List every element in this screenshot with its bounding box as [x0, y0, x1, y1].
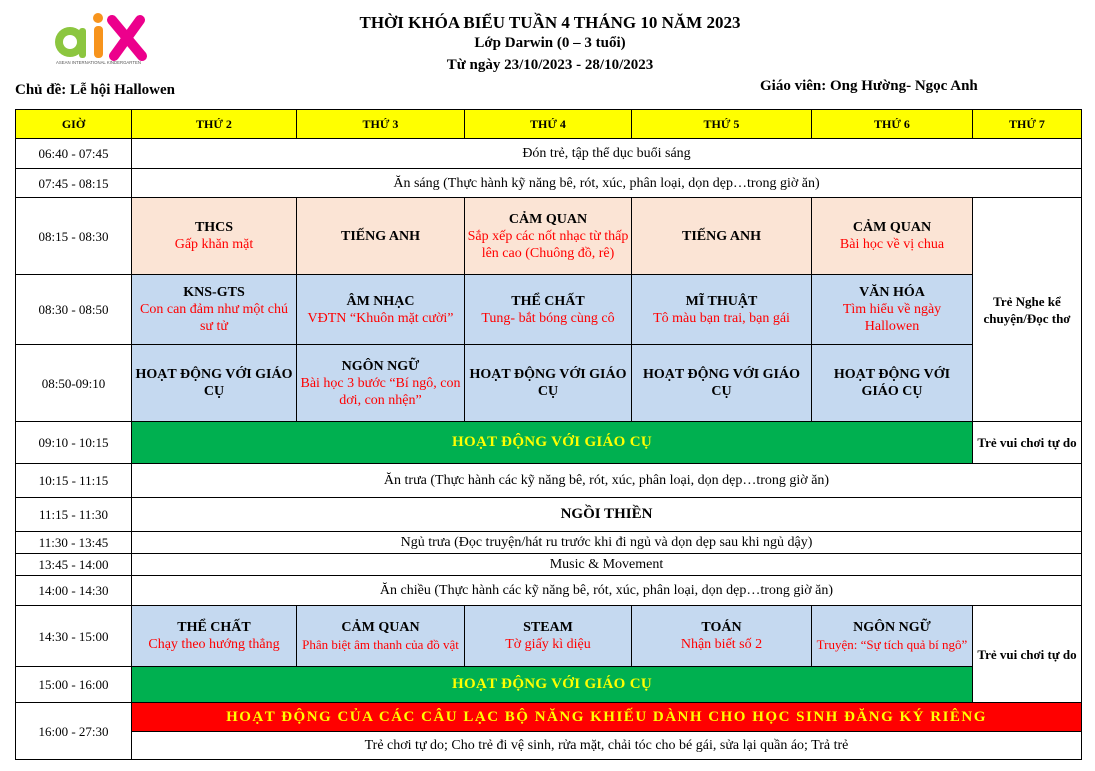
lesson-title: CẢM QUAN [852, 220, 932, 235]
table-row [16, 198, 1082, 275]
lesson-detail: Tìm hiểu về ngày Hallowen [842, 302, 942, 334]
lesson-cell [632, 275, 812, 345]
time-cell: 07:45 - 08:15 [16, 169, 132, 198]
table-row [16, 576, 1082, 606]
lesson-title: CẢM QUAN [508, 211, 588, 227]
lesson-detail: VĐTN “Khuôn mặt cười” [307, 310, 454, 326]
lesson-title: HOẠT ĐỘNG VỚI GIÁO CỤ [469, 367, 627, 399]
lesson-title: TIẾNG ANH [682, 228, 761, 244]
col-wed: THỨ 4 [465, 110, 632, 139]
col-mon: THỨ 2 [132, 110, 297, 139]
lesson-title: ÂM NHẠC [346, 293, 415, 309]
class-line: Lớp Darwin (0 – 3 tuổi) [474, 35, 626, 51]
activity-cell: Ăn trưa (Thực hành các kỹ năng bê, rót, xúc, phân loại, dọn dẹp…trong giờ ăn) [132, 464, 1082, 498]
table-row [16, 732, 1082, 760]
lesson-title: THỂ CHẤT [177, 620, 251, 635]
lesson-cell [297, 275, 465, 345]
activity-cell: NGỒI THIỀN [132, 498, 1082, 532]
lesson-cell [812, 198, 973, 275]
teacher-label: Giáo viên: Ong Hường- Ngọc Anh [760, 78, 978, 94]
lesson-cell [465, 275, 632, 345]
lesson-cell [632, 606, 812, 667]
lesson-title: STEAM [523, 620, 573, 635]
lesson-cell [632, 345, 812, 422]
lesson-title: CẢM QUAN [341, 620, 420, 635]
lesson-title: HOẠT ĐỘNG VỚI GIÁO CỤ [135, 367, 293, 399]
time-cell: 16:00 - 27:30 [16, 703, 132, 760]
lesson-detail: Sắp xếp các nốt nhạc từ thấp lên cao (Chuông đồ, rê) [467, 228, 629, 261]
logo-tagline: ASEAN INTERNATIONAL KINDERGARTEN [56, 60, 141, 65]
lesson-detail: Chạy theo hướng thẳng [148, 637, 280, 652]
montessori-block: HOẠT ĐỘNG VỚI GIÁO CỤ [132, 667, 973, 703]
school-logo [50, 8, 150, 66]
lesson-cell [632, 198, 812, 275]
table-row [16, 464, 1082, 498]
activity-cell: Ăn chiều (Thực hành các kỹ năng bê, rót, xúc, phân loại, dọn dẹp…trong giờ ăn) [132, 576, 1082, 606]
saturday-free-play: Trẻ vui chơi tự do [973, 422, 1082, 464]
time-cell: 10:15 - 11:15 [16, 464, 132, 498]
lesson-cell [465, 606, 632, 667]
activity-cell: Trẻ chơi tự do; Cho trẻ đi vệ sinh, rửa mặt, chải tóc cho bé gái, sửa lại quần áo; Trả trẻ [132, 732, 1082, 760]
lesson-title: THỂ CHẤT [511, 293, 585, 309]
lesson-title: TIẾNG ANH [341, 228, 420, 244]
lesson-detail: Phân biệt âm thanh của đồ vật [302, 637, 459, 652]
time-cell: 14:00 - 14:30 [16, 576, 132, 606]
table-row [16, 345, 1082, 422]
lesson-cell [812, 606, 973, 667]
lesson-title: HOẠT ĐỘNG VỚI GIÁO CỤ [833, 367, 951, 399]
header-row [16, 110, 1082, 139]
activity-cell: Đón trẻ, tập thể dục buổi sáng [132, 139, 1082, 169]
lesson-detail: Tô màu bạn trai, bạn gái [653, 310, 790, 326]
lesson-cell [132, 606, 297, 667]
lesson-detail: Nhận biết số 2 [680, 637, 763, 652]
saturday-morning-cell: Trẻ Nghe kể chuyện/Đọc thơ [973, 198, 1082, 422]
col-time: GIỜ [16, 110, 132, 139]
montessori-block: HOẠT ĐỘNG VỚI GIÁO CỤ [132, 422, 973, 464]
date-range: Từ ngày 23/10/2023 - 28/10/2023 [446, 57, 654, 73]
table-row [16, 139, 1082, 169]
lesson-cell [465, 345, 632, 422]
lesson-cell [297, 345, 465, 422]
table-row [16, 703, 1082, 732]
lesson-detail: Tờ giấy kì diệu [505, 637, 591, 652]
lesson-cell [465, 198, 632, 275]
lesson-cell [297, 606, 465, 667]
lesson-cell [812, 345, 973, 422]
time-cell: 06:40 - 07:45 [16, 139, 132, 169]
table-row [16, 606, 1082, 667]
schedule-title: THỜI KHÓA BIỂU TUẦN 4 THÁNG 10 NĂM 2023 [359, 13, 741, 32]
time-cell: 14:30 - 15:00 [16, 606, 132, 667]
col-tue: THỨ 3 [297, 110, 465, 139]
activity-cell: Ăn sáng (Thực hành kỹ năng bê, rót, xúc, phân loại, dọn dẹp…trong giờ ăn) [132, 169, 1082, 198]
timetable [15, 109, 1082, 760]
table-row [16, 532, 1082, 554]
club-activities-banner: HOẠT ĐỘNG CỦA CÁC CÂU LẠC BỘ NĂNG KHIẾU DÀNH CHO HỌC SINH ĐĂNG KÝ RIÊNG [132, 703, 1082, 732]
lesson-title: NGÔN NGỮ [341, 358, 420, 374]
time-cell: 08:30 - 08:50 [16, 275, 132, 345]
lesson-detail: Truyện: “Sự tích quả bí ngô” [816, 637, 968, 652]
topic-label: Chủ đề: Lễ hội Hallowen [15, 82, 176, 98]
lesson-detail: Tung- bắt bóng cùng cô [481, 310, 615, 326]
table-row [16, 498, 1082, 532]
table-row [16, 667, 1082, 703]
lesson-cell [297, 198, 465, 275]
col-sat: THỨ 7 [973, 110, 1082, 139]
lesson-title: THCS [194, 220, 234, 235]
lesson-detail: Gấp khăn mặt [174, 237, 254, 252]
time-cell: 11:30 - 13:45 [16, 532, 132, 554]
table-row [16, 275, 1082, 345]
saturday-afternoon-cell: Trẻ vui chơi tự do [973, 606, 1082, 703]
lesson-detail: Bài học 3 bước “Bí ngô, con dơi, con nhện” [300, 375, 461, 408]
time-cell: 13:45 - 14:00 [16, 554, 132, 576]
time-cell: 15:00 - 16:00 [16, 667, 132, 703]
col-thu: THỨ 5 [632, 110, 812, 139]
lesson-cell [132, 198, 297, 275]
lesson-title: KNS-GTS [183, 285, 245, 300]
table-row [16, 554, 1082, 576]
activity-cell: Ngủ trưa (Đọc truyện/hát ru trước khi đi ngủ và dọn dẹp sau khi ngủ dậy) [132, 532, 1082, 554]
time-cell: 09:10 - 10:15 [16, 422, 132, 464]
time-cell: 11:15 - 11:30 [16, 498, 132, 532]
lesson-cell [812, 275, 973, 345]
lesson-title: NGÔN NGỮ [853, 620, 931, 635]
lesson-title: HOẠT ĐỘNG VỚI GIÁO CỤ [642, 367, 800, 399]
lesson-cell [132, 345, 297, 422]
lesson-title: VĂN HÓA [859, 285, 925, 300]
lesson-title: MĨ THUẬT [685, 293, 758, 309]
activity-cell: Music & Movement [132, 554, 1082, 576]
lesson-cell [132, 275, 297, 345]
time-cell: 08:50-09:10 [16, 345, 132, 422]
time-cell: 08:15 - 08:30 [16, 198, 132, 275]
lesson-detail: Con can đảm như một chú sư tử [140, 302, 288, 334]
table-row [16, 169, 1082, 198]
table-row [16, 422, 1082, 464]
lesson-title: TOÁN [701, 620, 742, 635]
lesson-detail: Bài học về vị chua [839, 237, 945, 252]
col-fri: THỨ 6 [812, 110, 973, 139]
